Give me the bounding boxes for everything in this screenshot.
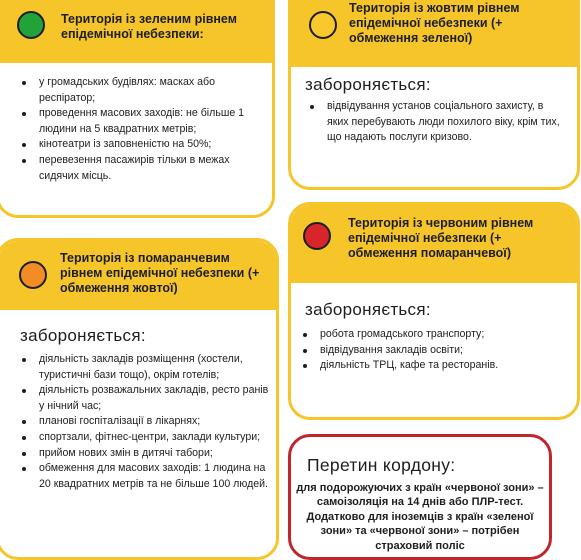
list-item: відвідування закладів освіти; — [298, 343, 560, 359]
yellow-zone-header — [291, 0, 577, 67]
list-item: відвідування установ соціального захисту, в яких перебувають люди похилого віку, крім тих, що надають послуги кризово. — [305, 99, 567, 146]
list-item: планові госпіталізації в лікарнях; — [17, 414, 269, 430]
yellow-zone-body — [291, 67, 577, 187]
orange-zone-list — [17, 352, 269, 492]
yellow-zone-title: Територія із жовтим рівнем епідемічної небезпеки (+ обмеження зеленої) — [349, 1, 520, 45]
list-item: спортзали, фітнес-центри, заклади культури; — [17, 430, 269, 446]
red-zone-header — [291, 205, 577, 283]
orange-circle-icon — [19, 261, 47, 289]
list-item: робота громадського транспорту; — [298, 327, 560, 343]
red-zone-list — [298, 327, 560, 374]
orange-zone-card — [0, 238, 279, 560]
list-item: діяльність ТРЦ, кафе та ресторанів. — [298, 358, 560, 374]
list-item: діяльність розважальних закладів, ресто ранів у нічний час; — [17, 383, 269, 414]
list-item: діяльність закладів розміщення (хостели, туристичні бази тощо), окрім готелів; — [17, 352, 269, 383]
border-crossing-card — [288, 434, 552, 560]
green-zone-title: Територія із зеленим рівнем епідемічної небезпеки: — [61, 12, 237, 41]
border-crossing-heading: Перетин кордону: — [307, 455, 456, 475]
list-item: проведення масових заходів: не більше 1 людини на 5 квадратних метрів; — [17, 106, 263, 137]
green-zone-body — [0, 63, 272, 215]
red-circle-icon — [303, 222, 331, 250]
yellow-zone-card — [288, 0, 580, 190]
list-item: кінотеатри із заповненістю на 50%; — [17, 137, 263, 153]
yellow-zone-list — [305, 99, 567, 146]
list-item: прийом нових змін в дитячі табори; — [17, 446, 269, 462]
orange-zone-header — [0, 241, 276, 310]
border-crossing-text: для подорожуючих з країн «червоної зони» – самоізоляція на 14 днів або ПЛР-тест. Додатково для іноземців з країн «зеленої зони» та «червоної зони» – потрібен страховий поліс — [296, 482, 544, 552]
green-zone-card — [0, 0, 275, 218]
green-zone-header — [0, 0, 272, 63]
orange-zone-title: Територія із помаранчевим рівнем епідемічної небезпеки (+ обмеження жовтої) — [60, 251, 260, 295]
yellow-circle-icon — [309, 11, 337, 39]
green-circle-icon — [17, 11, 45, 39]
red-zone-heading: забороняється: — [305, 300, 431, 319]
list-item: перевезення пасажирів тільки в межах сидячих місць. — [17, 153, 263, 184]
orange-zone-heading: забороняється: — [20, 326, 146, 345]
list-item: у громадських будівлях: масках або респіратор; — [17, 75, 263, 106]
list-item: обмеження для масових заходів: 1 людина на 20 квадратних метрів та не більше 100 людей. — [17, 461, 269, 492]
yellow-zone-heading: забороняється: — [305, 75, 431, 94]
red-zone-body — [291, 283, 577, 417]
red-zone-card — [288, 202, 580, 420]
red-zone-title: Територія із червоним рівнем епідемічної небезпеки (+ обмеження помаранчевої) — [348, 216, 534, 260]
orange-zone-body — [0, 310, 276, 557]
green-zone-list — [17, 75, 263, 184]
